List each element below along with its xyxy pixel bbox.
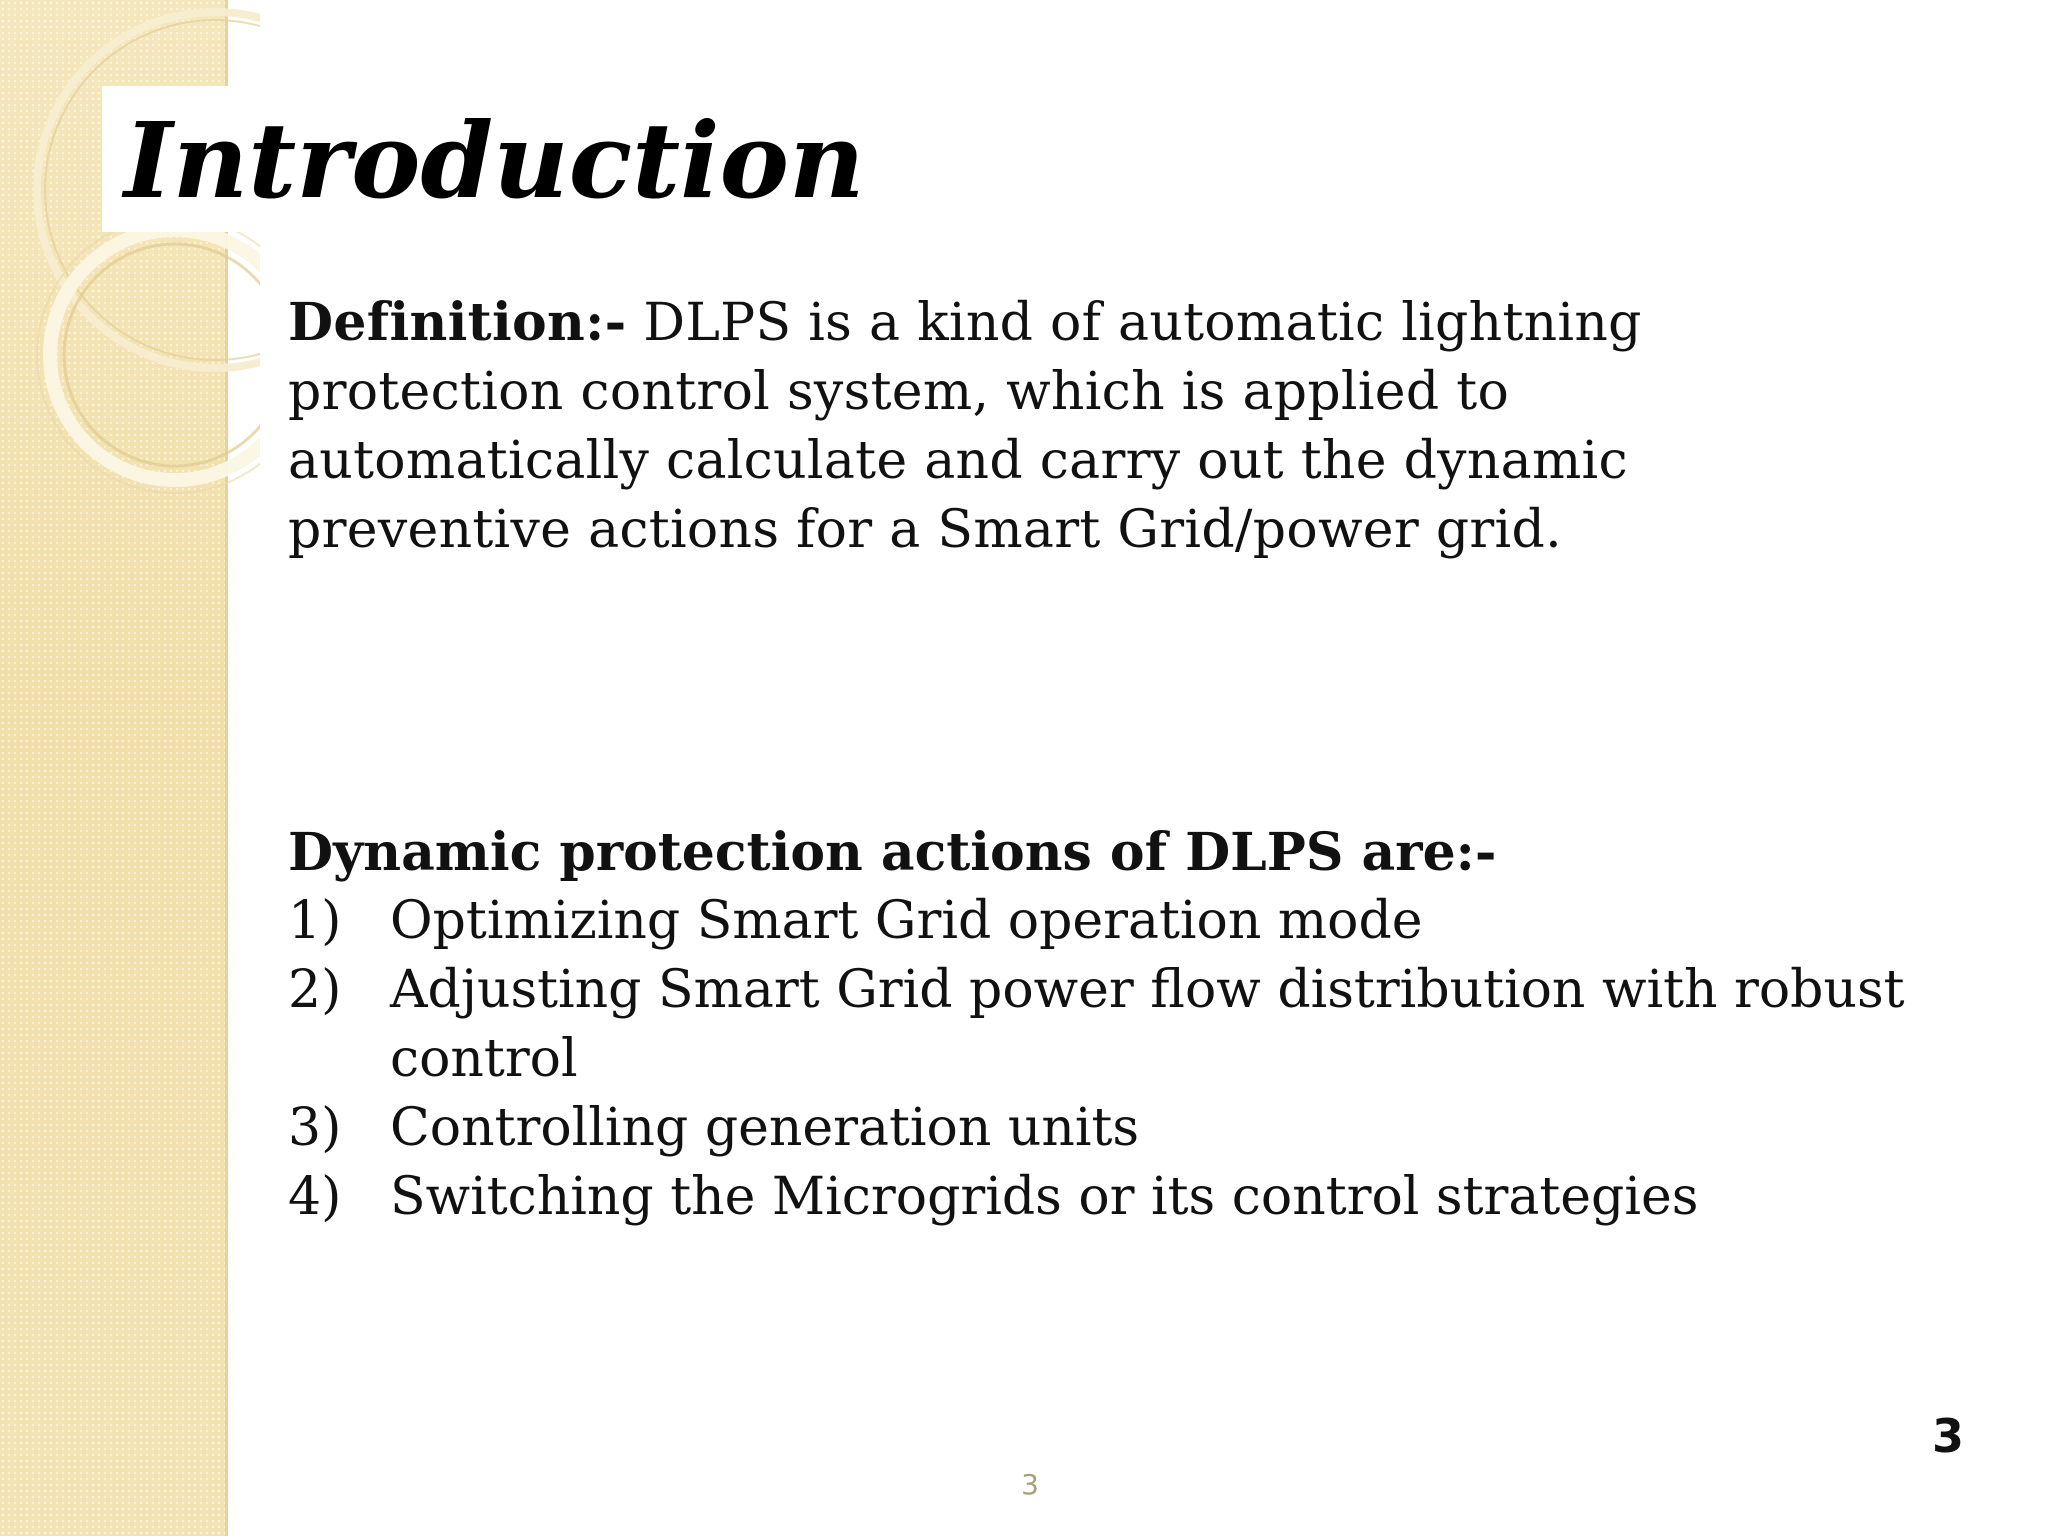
list-item-text: Switching the Microgrids or its control strategies [390,1167,1699,1227]
list-item-text: Optimizing Smart Grid operation mode [390,891,1423,951]
list-item-number: 1) [288,891,342,951]
footer-page-number: 3 [1021,1468,1039,1501]
page-number: 3 [1931,1409,1964,1463]
list-item [288,887,1928,956]
actions-section [288,818,1928,1232]
list-item [288,1094,1928,1163]
actions-heading: Dynamic protection actions of DLPS are:- [288,822,1497,883]
list-item-text: Controlling generation units [390,1098,1140,1158]
list-item-text: Adjusting Smart Grid power flow distribution with robust control [390,960,1905,1089]
list-item [288,1163,1928,1232]
definition-label: Definition:- [288,292,627,353]
decorative-rings [0,0,260,520]
list-item-number: 2) [288,960,342,1020]
list-item [288,956,1928,1094]
list-item-number: 3) [288,1098,342,1158]
slide-title: Introduction [124,99,865,222]
list-item-number: 4) [288,1167,342,1227]
actions-list [288,887,1928,1232]
definition-text: DLPS is a kind of automatic lightning protection control system, which is applied to automatically calculate and carry out the dynamic preventive actions for a Smart Grid/power grid. [288,293,1642,560]
definition-paragraph [288,288,1848,565]
